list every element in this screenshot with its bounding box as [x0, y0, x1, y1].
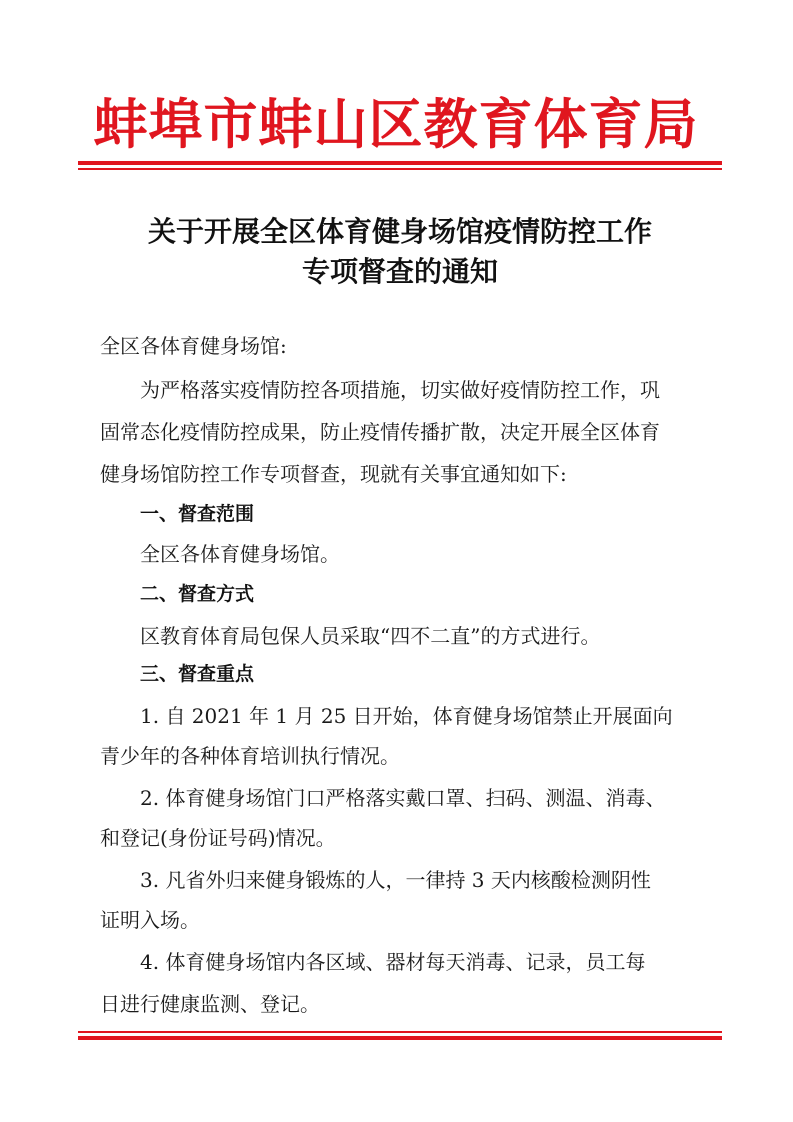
intro-line-1: 为严格落实疫情防控各项措施，切实做好疫情防控工作，巩	[140, 378, 660, 402]
letterhead-rule-thin	[78, 168, 722, 170]
letterhead-title: 蚌埠市蚌山区教育体育局	[93, 93, 699, 156]
focus-item-2-line-1: 2. 体育健身场馆门口严格落实戴口罩、扫码、测温、消毒、	[140, 786, 666, 810]
focus-item-1-line-1: 1. 自 2021 年 1 月 25 日开始，体育健身场馆禁止开展面向	[140, 704, 673, 728]
intro-line-3: 健身场馆防控工作专项督查，现就有关事宜通知如下:	[100, 462, 567, 486]
footer-rule-thick	[78, 1036, 722, 1040]
footer-rule-thin	[78, 1031, 722, 1033]
section-body-method: 区教育体育局包保人员采取“四不二直”的方式进行。	[140, 624, 601, 648]
focus-item-4-line-1: 4. 体育健身场馆内各区域、器材每天消毒、记录，员工每	[140, 950, 646, 974]
focus-item-3-line-1: 3. 凡省外归来健身锻炼的人，一律持 3 天内核酸检测阴性	[140, 868, 651, 892]
notice-title-line-1: 关于开展全区体育健身场馆疫情防控工作	[147, 215, 652, 248]
focus-item-1-line-2: 青少年的各种体育培训执行情况。	[100, 744, 400, 768]
focus-item-4-line-2: 日进行健康监测、登记。	[100, 992, 320, 1016]
addressee: 全区各体育健身场馆:	[100, 334, 287, 358]
section-heading-scope: 一、督查范围	[140, 503, 255, 525]
section-heading-method: 二、督查方式	[140, 583, 255, 605]
section-body-scope: 全区各体育健身场馆。	[140, 542, 340, 566]
letterhead-rule-thick	[78, 161, 722, 165]
focus-item-2-line-2: 和登记(身份证号码)情况。	[100, 826, 336, 850]
focus-item-3-line-2: 证明入场。	[100, 908, 200, 932]
notice-title-line-2: 专项督查的通知	[301, 255, 498, 288]
section-heading-focus: 三、督查重点	[140, 663, 255, 685]
intro-line-2: 固常态化疫情防控成果，防止疫情传播扩散，决定开展全区体育	[100, 420, 660, 444]
